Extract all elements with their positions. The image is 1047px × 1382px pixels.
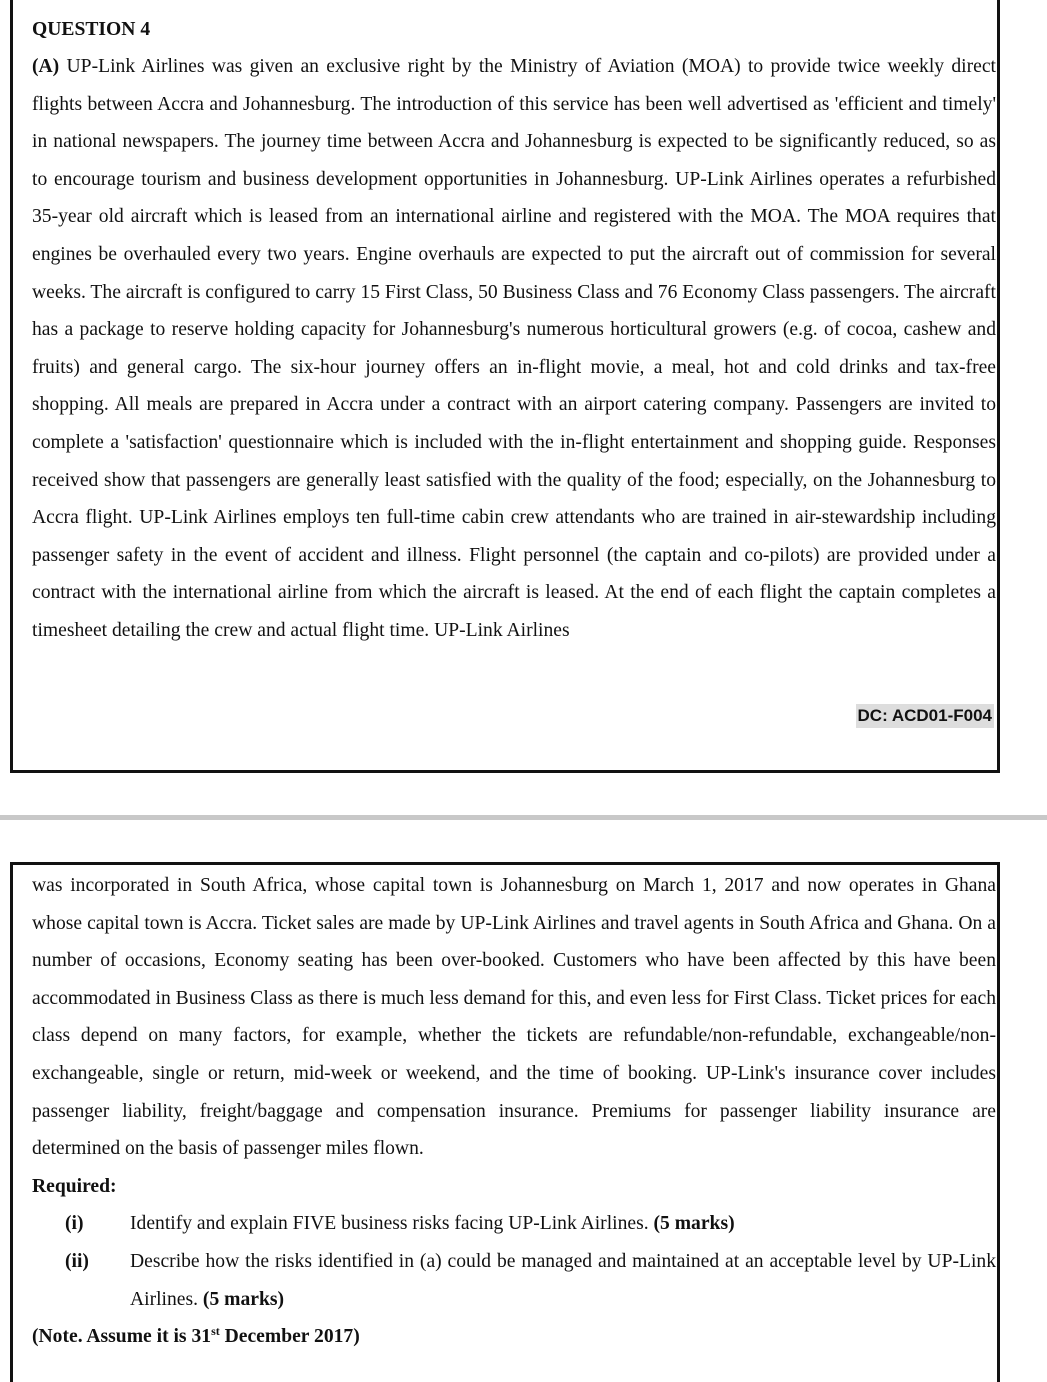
requirement-marks: (5 marks) — [653, 1213, 735, 1235]
question-heading: QUESTION 4 — [32, 19, 151, 40]
requirement-marks: (5 marks) — [202, 1288, 285, 1310]
paragraph-2: was incorporated in South Africa, whose capital town is Johannesburg on March 1, 2017 and now operates in Ghana whose capital town is Accra. Ticket sales are made by UP-Link Airlines and travel agents in South Africa and Ghana. On a number of occasions, Economy seating has been over-booked. Customers who have been affected by this have been accommodated in Business Class as there is much less demand for this, and even less for First Class. Ticket prices for each class depend on many factors, for example, whether the tickets are refundable/non-refundable, exchangeable/non-exchangeable, single or return, mid-week or weekend, and the time of booking. UP-Link's insurance cover includes passenger liability, freight/baggage and compensation insurance. Premiums for passenger liability insurance are determined on the basis of passenger miles flown. — [32, 875, 996, 1160]
requirement-i — [32, 1205, 996, 1243]
requirement-ii — [32, 1243, 996, 1318]
assumption-note: (Note. Assume it is 31st December 2017) — [32, 1324, 360, 1348]
page-2-frame — [10, 862, 1000, 1382]
requirement-text: Identify and explain FIVE business risks facing UP-Link Airlines. — [130, 1213, 654, 1235]
part-label: (A) — [32, 56, 60, 77]
required-label: Required: — [32, 1175, 117, 1197]
page-1-content — [32, 11, 996, 650]
requirement-number: (i) — [65, 1213, 84, 1235]
requirement-text: Describe how the risks identified in (a) could be managed and maintained at an acceptable level by UP-Link Airlines. — [130, 1250, 996, 1310]
page-2-content — [32, 867, 996, 1356]
page-separator — [0, 815, 1047, 820]
page-1-frame — [10, 0, 1000, 773]
paragraph-1 — [32, 48, 996, 650]
paragraph-1-text: UP-Link Airlines was given an exclusive right by the Ministry of Aviation (MOA) to provide twice weekly direct flights between Accra and Johannesburg. The introduction of this service has been well advertised as 'efficient and timely' in national newspapers. The journey time between Accra and Johannesburg is expected to be significantly reduced, so as to encourage tourism and business development opportunities in Johannesburg. UP-Link Airlines operates a refurbished 35-year old aircraft which is leased from an international airline and registered with the MOA. The MOA requires that engines be overhauled every two years. Engine overhauls are expected to put the aircraft out of commission for several weeks. The aircraft is configured to carry 15 First Class, 50 Business Class and 76 Economy Class passengers. The aircraft has a package to reserve holding capacity for Johannesburg's numerous horticultural growers (e.g. of cocoa, cashew and fruits) and general cargo. The six-hour journey offers an in-flight movie, a meal, hot and cold drinks and tax-free shopping. All meals are prepared in Accra under a contract with an airport catering company. Passengers are invited to complete a 'satisfaction' questionnaire which is included with the in-flight entertainment and shopping guide. Responses received show that passengers are generally least satisfied with the quality of the food; especially, on the Johannesburg to Accra flight. UP-Link Airlines employs ten full-time cabin crew attendants who are trained in air-stewardship including passenger safety in the event of accident and illness. Flight personnel (the captain and co-pilots) are provided under a contract with the international airline from which the aircraft is leased. At the end of each flight the captain completes a timesheet detailing the crew and actual flight time. UP-Link Airlines — [32, 56, 996, 641]
document-code: DC: ACD01-F004 — [856, 704, 994, 728]
requirement-number: (ii) — [65, 1250, 89, 1272]
